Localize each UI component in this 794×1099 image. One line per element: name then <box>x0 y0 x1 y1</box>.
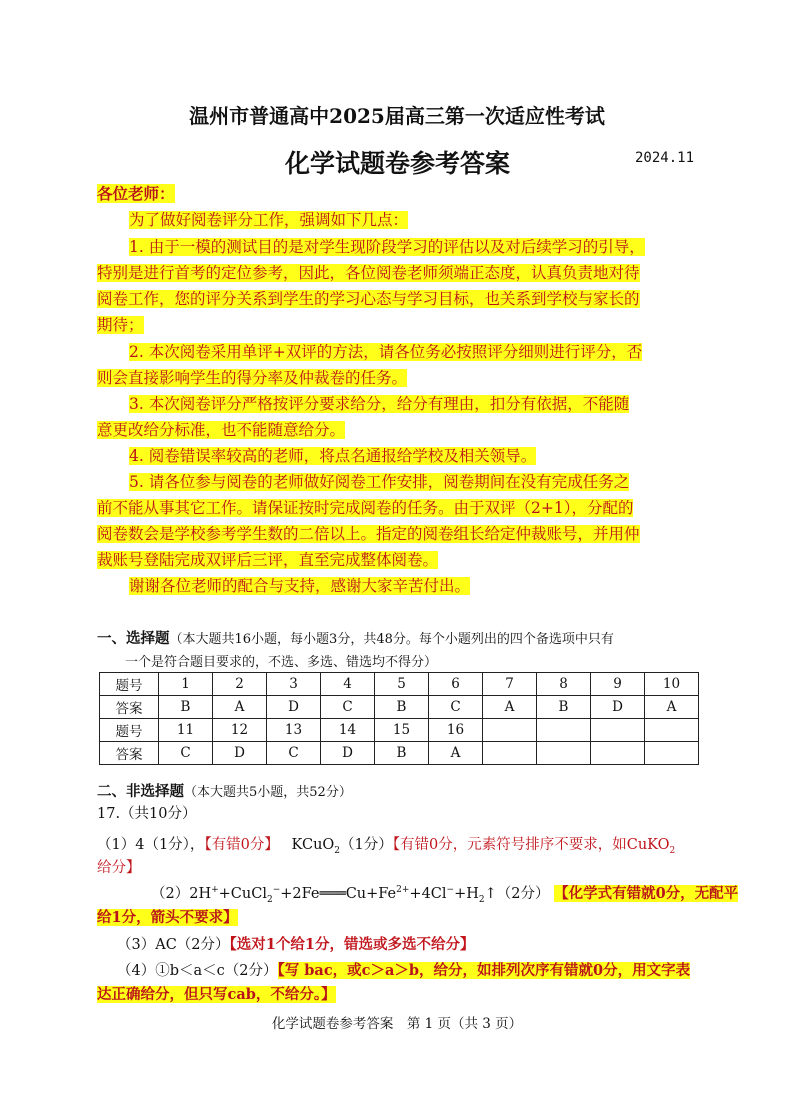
notice-item-3-line: 意更改给分标准，也不能随意给分。 <box>97 421 346 439</box>
table-cell: B <box>159 696 213 719</box>
superscript: + <box>211 885 219 896</box>
table-cell: D <box>267 696 321 719</box>
table-cell: 11 <box>159 719 213 742</box>
document-subtitle: 化学试题卷参考答案 <box>285 149 511 178</box>
section1-heading: 一、选择题 <box>97 630 170 647</box>
notice-item-4: 4. 阅卷错误率较高的老师，将点名通报给学校及相关领导。 <box>129 447 537 465</box>
notice-item-5: 5. 请各位参与阅卷的老师做好阅卷工作安排，阅卷期间在没有完成任务之 <box>129 473 630 491</box>
superscript: 2+ <box>396 885 410 896</box>
equals-sign: ═══ <box>319 886 346 902</box>
table-cell <box>591 742 645 765</box>
table-cell: 10 <box>645 673 699 696</box>
section2-desc: （本大题共5小题，共52分） <box>184 785 352 800</box>
table-cell: C <box>429 696 483 719</box>
answer-17-1 <box>97 833 675 856</box>
table-row <box>100 696 699 719</box>
table-cell: 7 <box>483 673 537 696</box>
table-cell: 16 <box>429 719 483 742</box>
table-cell: C <box>321 696 375 719</box>
section1-header <box>97 627 614 648</box>
notice-item-1-line: 阅卷工作，您的评分关系到学生的学习心态与学习目标，也关系到学校与家长的 <box>97 290 640 308</box>
table-row-label: 题号 <box>100 673 159 696</box>
formula-subscript: 2 <box>334 845 341 856</box>
table-cell: A <box>483 696 537 719</box>
table-cell <box>591 719 645 742</box>
table-row <box>100 742 699 765</box>
grading-note-text: 【有错0分，元素符号排序不要求，如CuKO <box>392 837 670 853</box>
notice-item-1-line: 期待； <box>97 316 144 334</box>
section2-heading: 二、非选择题 <box>97 783 184 800</box>
table-cell: 3 <box>267 673 321 696</box>
table-cell: 5 <box>375 673 429 696</box>
equation-part: +H <box>454 886 479 902</box>
score-text: （1分） <box>340 837 393 853</box>
table-cell <box>483 742 537 765</box>
grading-note-line: 给分】 <box>97 860 141 876</box>
subscript: 2 <box>266 894 273 905</box>
table-cell <box>483 719 537 742</box>
section1-desc-line2: 一个是符合题目要求的，不选、多选、错选均不得分） <box>125 655 438 670</box>
table-cell: A <box>429 742 483 765</box>
notice-intro: 为了做好阅卷评分工作，强调如下几点： <box>129 211 409 229</box>
formula-subscript: 2 <box>669 845 676 856</box>
table-cell: C <box>159 742 213 765</box>
grading-note <box>392 837 676 856</box>
grading-note-highlight: 达正确给分，但只写cab，不给分。】 <box>97 986 336 1003</box>
grading-note-highlight: 【化学式有错就0分，无配平 <box>554 885 739 902</box>
table-row-label: 答案 <box>100 696 159 719</box>
table-cell: 2 <box>213 673 267 696</box>
table-row-label: 答案 <box>100 742 159 765</box>
table-row <box>100 719 699 742</box>
table-cell: 6 <box>429 673 483 696</box>
notice-item-5-line: 阅卷数会是学校参考学生数的二倍以上。指定的阅卷组长给定仲裁账号，并用仲 <box>97 525 640 543</box>
answer-text: （3）AC（2分） <box>117 937 230 953</box>
table-cell: A <box>213 696 267 719</box>
table-cell: 8 <box>537 673 591 696</box>
equation-part: +4Cl <box>409 886 447 902</box>
table-cell: D <box>321 742 375 765</box>
formula-text: KCuO <box>291 837 335 853</box>
grading-note: 【有错0分】 <box>204 837 279 853</box>
grading-note-highlight: 给1分，箭头不要求】 <box>97 909 238 926</box>
table-cell: B <box>375 742 429 765</box>
table-cell <box>645 719 699 742</box>
table-cell: 13 <box>267 719 321 742</box>
table-cell: 9 <box>591 673 645 696</box>
page-footer: 化学试题卷参考答案 第 1 页（共 3 页） <box>271 1016 523 1032</box>
table-cell: 15 <box>375 719 429 742</box>
exam-title: 温州市普通高中2025届高三第一次适应性考试 <box>189 104 605 128</box>
notice-thanks: 谢谢各位老师的配合与支持，感谢大家辛苦付出。 <box>129 577 471 595</box>
notice-greeting: 各位老师： <box>97 184 175 203</box>
document-date: 2024.11 <box>635 150 695 166</box>
superscript: − <box>272 885 281 896</box>
table-cell: 1 <box>159 673 213 696</box>
equation-part: （2）2H <box>151 886 212 902</box>
question-17-title: 17.（共10分） <box>97 806 197 822</box>
answer-text: （1）4（1分）， <box>97 837 205 853</box>
superscript: − <box>446 885 455 896</box>
notice-item-3: 3. 本次阅卷评分严格按评分要求给分，给分有理由，扣分有依据，不能随 <box>129 395 630 413</box>
answer-17-2 <box>151 882 738 905</box>
answer-text: （4）①b＜a＜c（2分） <box>117 963 278 979</box>
equation-part: Cu+Fe <box>345 886 397 902</box>
table-cell: B <box>537 696 591 719</box>
equation-part: +CuCl <box>218 886 267 902</box>
grading-note-highlight: 【写 bac，或c＞a＞b，给分，如排列次序有错就0分，用文字表 <box>277 962 691 979</box>
notice-item-2-line: 则会直接影响学生的得分率及仲裁卷的任务。 <box>97 369 408 387</box>
answer-table <box>99 672 699 765</box>
answer-17-3 <box>117 933 474 954</box>
table-cell <box>645 742 699 765</box>
notice-item-2: 2. 本次阅卷采用单评+双评的方法，请各位务必按照评分细则进行评分，否 <box>129 343 643 361</box>
table-cell: D <box>213 742 267 765</box>
table-cell: D <box>591 696 645 719</box>
table-cell: 4 <box>321 673 375 696</box>
subscript: 2 <box>478 894 485 905</box>
notice-item-5-line: 前不能从事其它工作。请保证按时完成阅卷的任务。由于双评（2+1），分配的 <box>97 499 634 517</box>
table-cell: C <box>267 742 321 765</box>
table-row <box>100 673 699 696</box>
table-cell <box>537 719 591 742</box>
table-cell <box>537 742 591 765</box>
table-cell: A <box>645 696 699 719</box>
answer-formula <box>291 837 393 856</box>
grading-note: 【选对1个给1分，错选或多选不给分】 <box>229 936 475 953</box>
equation-part: ↑（2分） <box>484 886 550 902</box>
table-cell: 14 <box>321 719 375 742</box>
table-row-label: 题号 <box>100 719 159 742</box>
equation-part: +2Fe <box>280 886 320 902</box>
answer-17-4 <box>117 959 690 980</box>
notice-item-5-line: 裁账号登陆完成双评后三评，直至完成整体阅卷。 <box>97 551 439 569</box>
table-cell: 12 <box>213 719 267 742</box>
section2-header <box>97 780 352 801</box>
notice-item-1: 1. 由于一模的测试目的是对学生现阶段学习的评估以及对后续学习的引导， <box>129 238 645 256</box>
section1-desc: （本大题共16小题，每小题3分，共48分。每个小题列出的四个备选项中只有 <box>169 632 614 647</box>
notice-item-1-line: 特别是进行首考的定位参考，因此，各位阅卷老师须端正态度，认真负责地对待 <box>97 264 640 282</box>
table-cell: B <box>375 696 429 719</box>
